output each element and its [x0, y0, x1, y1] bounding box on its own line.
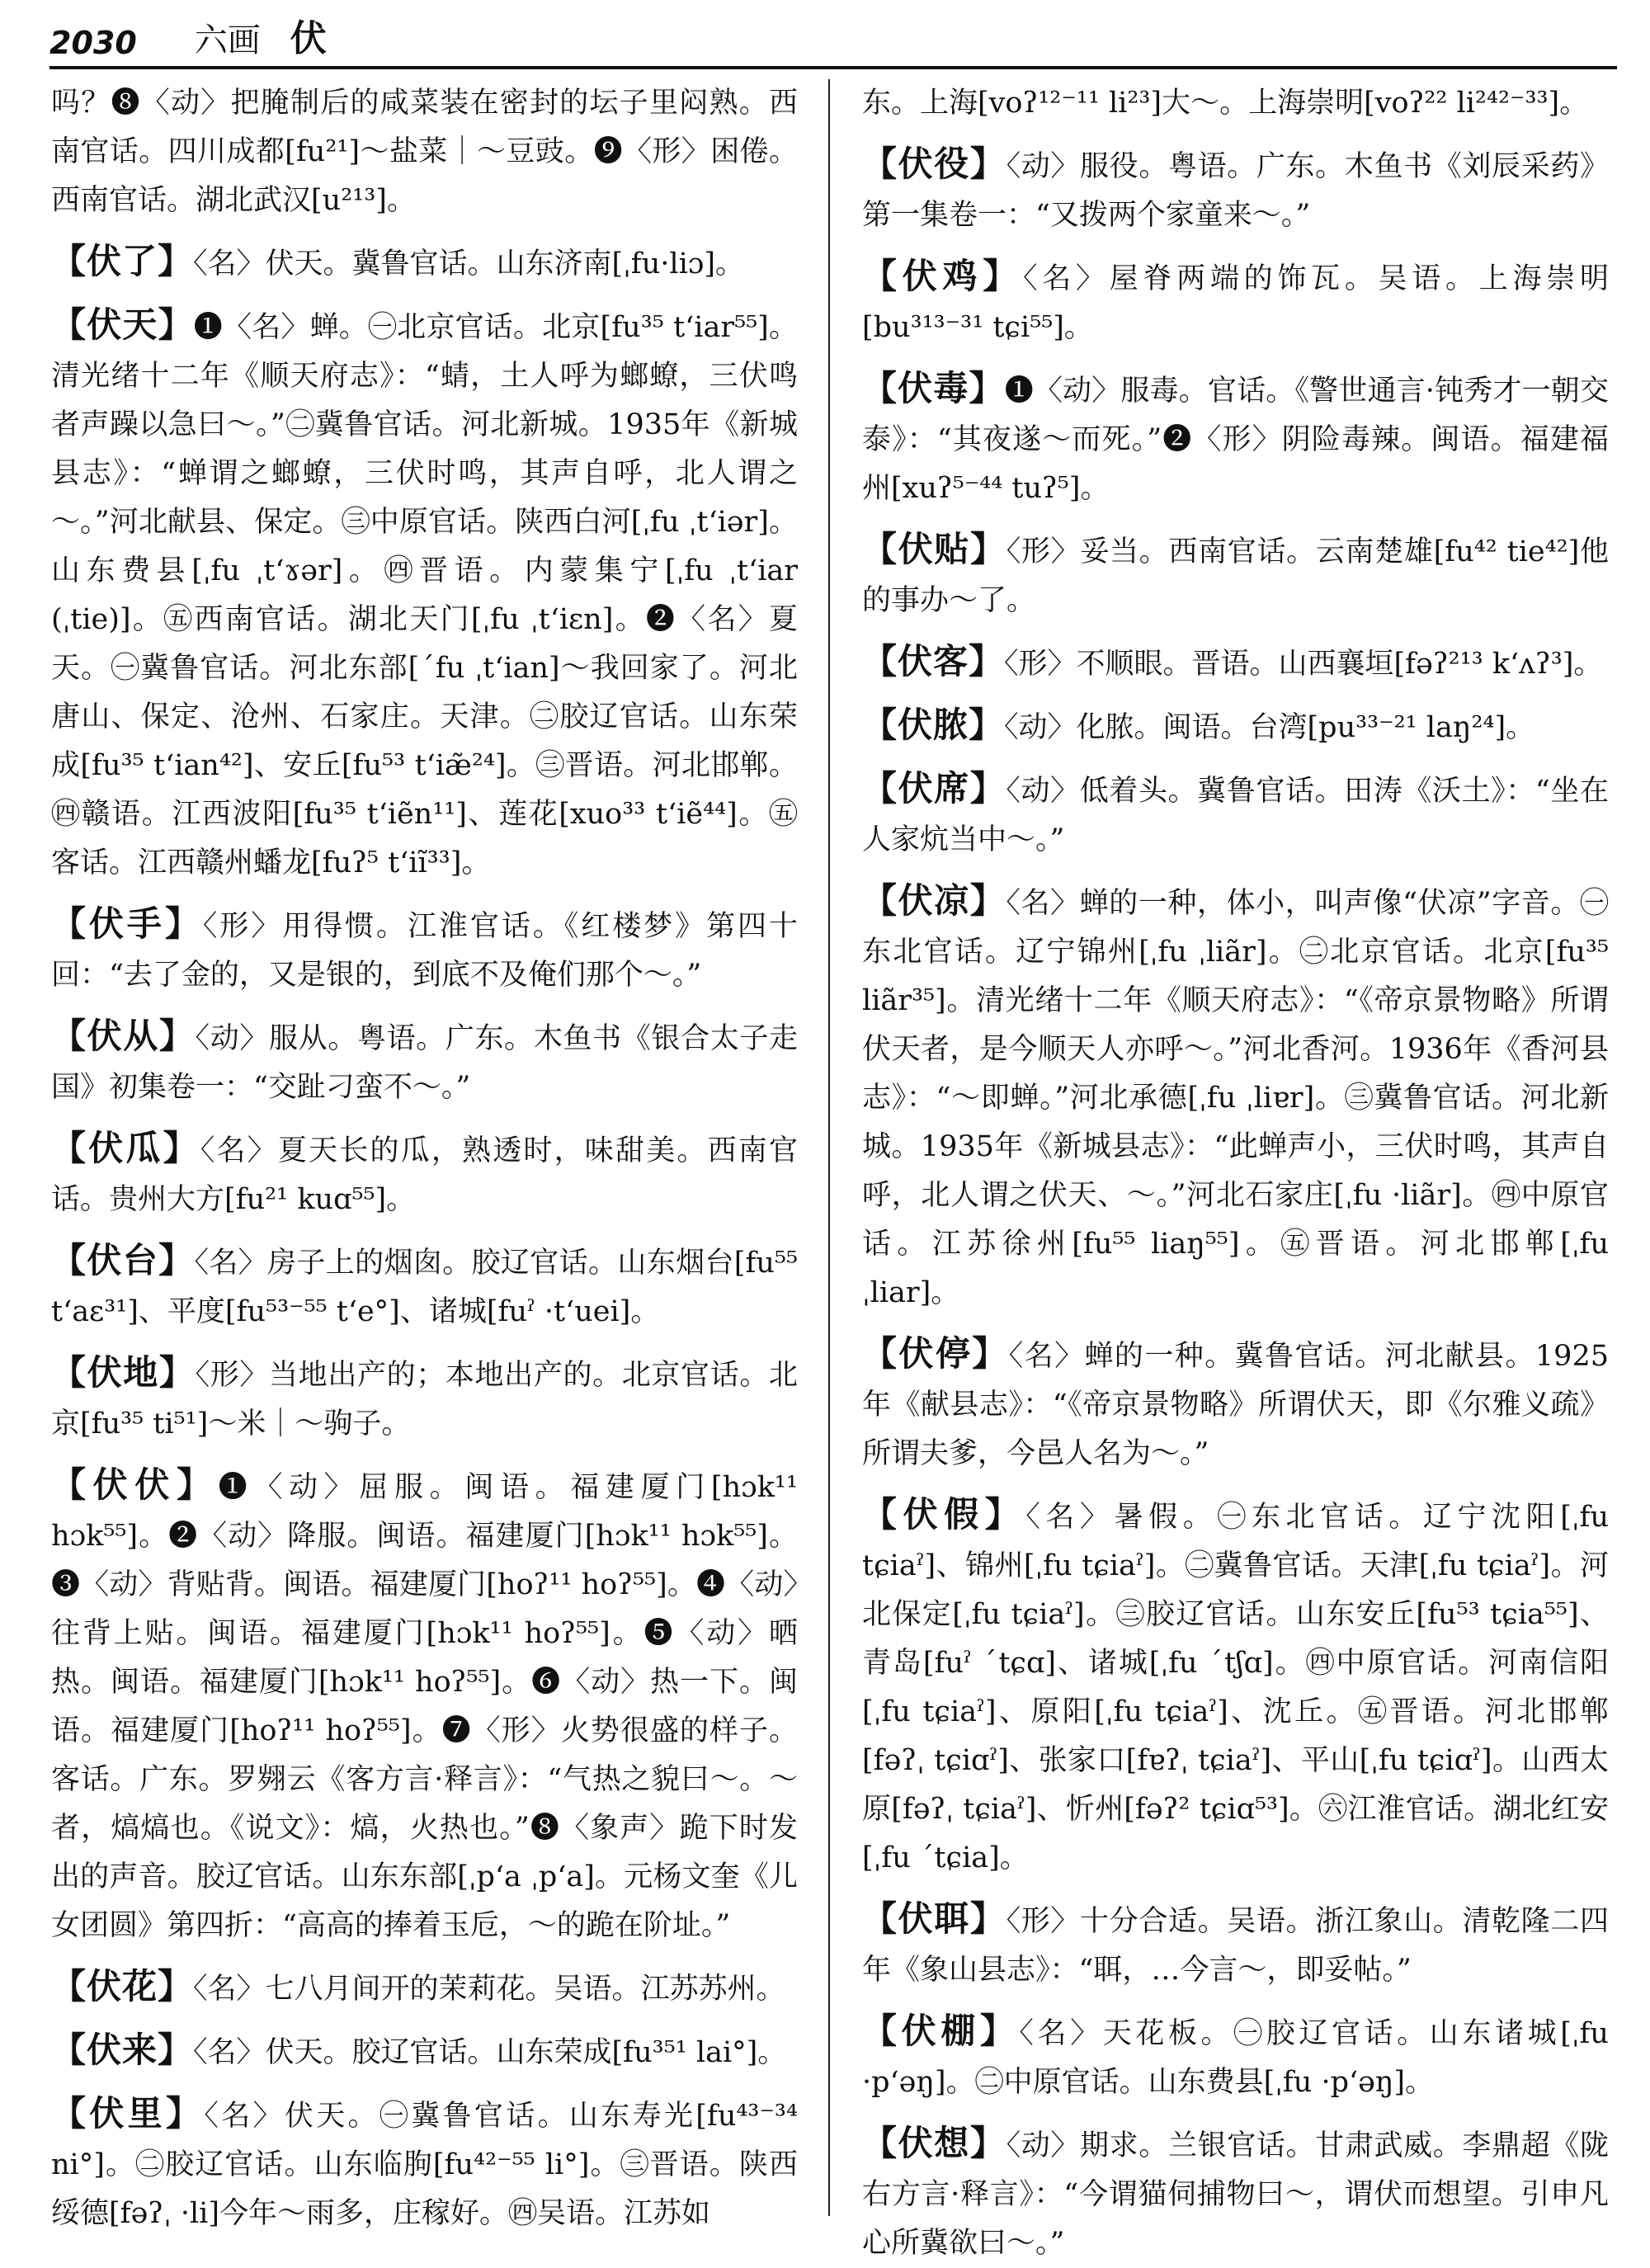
- entry-headword: 【伏棚】: [862, 2011, 1020, 2051]
- dictionary-entry: [862, 2119, 1609, 2268]
- entry-definition: 〈名〉天花板。㊀胶辽官话。山东诸城[ˌfu ·pʻəŋ]。㊁中原官话。山东费县[ˌfu ·pʻəŋ]。: [862, 2017, 1609, 2099]
- entry-headword: 【伏花】: [51, 1966, 194, 2006]
- dictionary-entry: [51, 1460, 798, 1950]
- page-number: 2030: [50, 25, 137, 61]
- entry-definition: 〈动〉期求。兰银官话。甘肃武威。李鼎超《陇右方言·释言》：“今谓猫伺捕物曰～，谓伏而想望。引申凡心所冀欲曰～。”: [862, 2129, 1609, 2260]
- entry-definition: 〈名〉屋脊两端的饰瓦。吴语。上海崇明[bu³¹³⁻³¹ tɕi⁵⁵]。: [862, 262, 1609, 344]
- entry-definition: ❶〈动〉屈服。闽语。福建厦门[hɔk¹¹ hɔk⁵⁵]。❷〈动〉降服。闽语。福建厦门[hɔk¹¹ hɔk⁵⁵]。❸〈动〉背贴背。闽语。福建厦门[hoʔ¹¹ hoʔ⁵⁵]。❹〈动〉往背上贴。闽语。福建厦门[hɔk¹¹ hoʔ⁵⁵]。❺〈动〉晒热。闽语。福建厦门[hɔk¹¹ hoʔ⁵⁵]。❻〈动〉热一下。闽语。福建厦门[hoʔ¹¹ hoʔ⁵⁵]。❼〈形〉火势很盛的样子。客话。广东。罗翙云《客方言·释言》：“气热之貌曰～。～者，熇熇也。《说文》：熇，火热也。”❽〈象声〉跪下时发出的声音。胶辽官话。山东东部[ˌpʻa ˌpʻa]。元杨文奎《儿女团圆》第四折：“高高的捧着玉卮，～的跪在阶址。”: [51, 1471, 798, 1942]
- right-column: [862, 79, 1609, 2260]
- entry-headword: 【伏来】: [51, 2030, 194, 2070]
- dictionary-entry: [862, 637, 1609, 689]
- entry-definition: 〈名〉伏天。㊀冀鲁官话。山东寿光[fu⁴³⁻³⁴ ni°]。㊁胶辽官话。山东临朐[fu⁴²⁻⁵⁵ li°]。㊂晋语。陕西绥德[fəʔˌ ·li]今年～雨多，庄稼好。㊃吴语。江苏如: [51, 2100, 798, 2230]
- entry-headword: 【伏里】: [51, 2093, 205, 2134]
- dictionary-entry: [862, 700, 1609, 752]
- entry-definition: 〈形〉用得惯。江淮官话。《红楼梦》第四十回：“去了金的，又是银的，到底不及俺们那个～。”: [51, 910, 798, 992]
- entry-definition: 〈名〉伏天。冀鲁官话。山东济南[ˌfu·liɔ]。: [193, 248, 745, 281]
- entry-definition: 〈名〉蝉的一种。冀鲁官话。河北献县。1925年《献县志》：“《帝京景物略》所谓伏天，即《尔雅义疏》所谓夫爹，今邑人名为～。”: [862, 1340, 1609, 1470]
- entry-headword: 【伏客】: [862, 641, 1005, 681]
- dictionary-entry: [862, 364, 1609, 513]
- dictionary-entry: [51, 1124, 798, 1224]
- entry-headword: 【伏停】: [862, 1333, 1009, 1374]
- entry-definition: 〈名〉暑假。㊀东北官话。辽宁沈阳[ˌfu tɕiaˀ]、锦州[ˌfu tɕiaˀ]。㊁冀鲁官话。天津[ˌfu tɕiaˀ]。河北保定[ˌfu tɕiaˀ]。㊂胶辽官话。山东安丘[fu⁵³ tɕia⁵⁵]、青岛[fuˀ ˊtɕɑ]、诸城[ˌfu ˊtʃɑ]。㊃中原官话。河南信阳[ˌfu tɕiaˀ]、原阳[ˌfu tɕiaˀ]、沈丘。㊄晋语。河北邯郸[fəʔˌ tɕiɑˀ]、张家口[fɐʔˌ tɕiaˀ]、平山[ˌfu tɕiɑˀ]。山西太原[fəʔˌ tɕiaˀ]、忻州[fəʔ² tɕiɑ⁵³]。㊅江淮官话。湖北红安[ˌfu ˊtɕia]。: [862, 1501, 1609, 1874]
- entry-headword: 【伏聑】: [862, 1898, 1006, 1939]
- entry-headword: 【伏伏】: [51, 1464, 219, 1505]
- dictionary-entry: [51, 1011, 798, 1112]
- dictionary-entry: [51, 899, 798, 1000]
- entry-definition: ❶〈动〉服毒。官话。《警世通言·钝秀才一朝交泰》：“其夜遂～而死。”❷〈形〉阴险毒辣。闽语。福建福州[xuʔ⁵⁻⁴⁴ tuʔ⁵]。: [862, 375, 1609, 505]
- entry-definition: 〈形〉当地出产的；本地出产的。北京官话。北京[fu³⁵ ti⁵¹]～米｜～驹子。: [51, 1359, 798, 1440]
- continued-entry-text: 东。上海[voʔ¹²⁻¹¹ li²³]大～。上海崇明[voʔ²² li²⁴²⁻³³]。: [862, 87, 1589, 120]
- dictionary-entry: [51, 237, 798, 289]
- dictionary-entry: [51, 1236, 798, 1337]
- entry-headword: 【伏贴】: [862, 529, 1006, 569]
- entry-headword: 【伏天】: [51, 304, 194, 345]
- entry-definition: 〈动〉服役。粤语。广东。木鱼书《刘辰采药》第一集卷一：“又拨两个家童来～。”: [862, 150, 1609, 232]
- stroke-section-label: 六画: [194, 21, 261, 59]
- entry-definition: 〈形〉十分合适。吴语。浙江象山。清乾隆二四年《象山县志》：“聑，…今言～，即妥帖。”: [862, 1905, 1609, 1987]
- dictionary-entry: [51, 1348, 798, 1449]
- entry-headword: 【伏瓜】: [51, 1128, 200, 1168]
- page-header: [50, 12, 1617, 69]
- entry-definition: 〈名〉七八月间开的茉莉花。吴语。江苏苏州。: [193, 1973, 785, 2006]
- dictionary-entry: [51, 300, 798, 888]
- entry-headword: 【伏凉】: [862, 880, 1006, 921]
- dictionary-entry: [862, 1329, 1609, 1478]
- entry-definition: 〈形〉不顺眼。晋语。山西襄垣[fəʔ²¹³ kʻʌʔ³]。: [1004, 648, 1603, 681]
- entry-headword: 【伏假】: [862, 1494, 1026, 1535]
- left-column: [51, 79, 798, 2230]
- entry-headword: 【伏脓】: [862, 705, 1005, 745]
- entry-headword: 【伏席】: [862, 768, 1006, 809]
- entry-headword: 【伏从】: [51, 1016, 196, 1056]
- header-character: 伏: [290, 17, 327, 59]
- entry-definition: 〈名〉伏天。胶辽官话。山东荣成[fu³⁵¹ lai°]。: [193, 2036, 787, 2069]
- continued-entry-text: 吗？❽〈动〉把腌制后的咸菜装在密封的坛子里闷熟。西南官话。四川成都[fu²¹]～盐菜｜～豆豉。❾〈形〉困倦。西南官话。湖北武汉[u²¹³]。: [51, 87, 798, 217]
- dictionary-entry: [862, 139, 1609, 240]
- entry-definition: 〈形〉妥当。西南官话。云南楚雄[fu⁴² tie⁴²]他的事办～了。: [862, 535, 1609, 617]
- entry-headword: 【伏台】: [51, 1240, 195, 1280]
- dictionary-entry: [862, 1490, 1609, 1883]
- entry-headword: 【伏鸡】: [862, 256, 1023, 296]
- entry-definition: ❶〈名〉蝉。㊀北京官话。北京[fu³⁵ tʻiar⁵⁵]。清光绪十二年《顺天府志》：“蜻，土人呼为螂蟟，三伏鸣者声躁以急曰～。”㊁冀鲁官话。河北新城。1935年《新城县志》：“蝉谓之螂蟟，三伏时鸣，其声自呼，北人谓之～。”河北献县、保定。㊂中原官话。陕西白河[ˌfu ˌtʻiər]。山东费县[ˌfu ˌtʻɤər]。㊃晋语。内蒙集宁[ˌfu ˌtʻiar (ˌtie)]。㊄西南官话。湖北天门[ˌfu ˌtʻiɛn]。❷〈名〉夏天。㊀冀鲁官话。河北东部[ˊfu ˌtʻian]～我回家了。河北唐山、保定、沧州、石家庄。天津。㊁胶辽官话。山东荣成[fu³⁵ tʻian⁴²]、安丘[fu⁵³ tʻiæ̃²⁴]。㊂晋语。河北邯郸。㊃赣语。江西波阳[fu³⁵ tʻiẽn¹¹]、莲花[xuo³³ tʻiẽ⁴⁴]。㊄客话。江西赣州蟠龙[fuʔ⁵ tʻiĩ³³]。: [51, 311, 798, 879]
- entry-definition: 〈动〉服从。粤语。广东。木鱼书《银合太子走国》初集卷一：“交趾刁蛮不～。”: [51, 1022, 798, 1104]
- entry-definition: 〈名〉夏天长的瓜，熟透时，味甜美。西南官话。贵州大方[fu²¹ kuɑ⁵⁵]。: [51, 1134, 798, 1216]
- dictionary-entry: [862, 876, 1609, 1318]
- dictionary-entry: [862, 1894, 1609, 1995]
- entry-definition: 〈动〉化脓。闽语。台湾[pu³³⁻²¹ laŋ²⁴]。: [1004, 711, 1535, 744]
- dictionary-entry: [862, 252, 1609, 352]
- entry-headword: 【伏想】: [862, 2123, 1006, 2163]
- dictionary-entry: [51, 2089, 798, 2238]
- entry-headword: 【伏了】: [51, 241, 194, 281]
- entry-definition: 〈名〉房子上的烟囱。胶辽官话。山东烟台[fu⁵⁵ tʻaɛ³¹]、平度[fu⁵³⁻⁵⁵ tʻe°]、诸城[fuˀ ·tʻuei]。: [51, 1247, 798, 1328]
- entry-headword: 【伏地】: [51, 1352, 196, 1393]
- entry-definition: 〈名〉蝉的一种，体小，叫声像“伏凉”字音。㊀东北官话。辽宁锦州[ˌfu ˌliãr]。㊁北京官话。北京[fu³⁵ liãr³⁵]。清光绪十二年《顺天府志》：“《帝京景物略》所谓伏天者，是今顺天人亦呼～。”河北香河。1936年《香河县志》：“～即蝉。”河北承德[ˌfu ˌliɐr]。㊂冀鲁官话。河北新城。1935年《新城县志》：“此蝉声小，三伏时鸣，其声自呼，北人谓之伏天、～。”河北石家庄[ˌfu ·liãr]。㊃中原官话。江苏徐州[fu⁵⁵ liaŋ⁵⁵]。㊄晋语。河北邯郸[ˌfu ˌliar]。: [862, 887, 1609, 1309]
- dictionary-entry: [51, 2025, 798, 2077]
- dictionary-entry: [862, 525, 1609, 625]
- dictionary-entry: [862, 764, 1609, 865]
- dictionary-entry: [862, 2006, 1609, 2107]
- entry-definition: 〈动〉低着头。冀鲁官话。田涛《沃土》：“坐在人家炕当中～。”: [862, 775, 1609, 856]
- entry-headword: 【伏毒】: [862, 368, 1005, 408]
- entry-headword: 【伏役】: [862, 144, 1006, 184]
- entry-headword: 【伏手】: [51, 903, 203, 944]
- column-divider: [828, 79, 830, 2216]
- dictionary-entry: [51, 1962, 798, 2014]
